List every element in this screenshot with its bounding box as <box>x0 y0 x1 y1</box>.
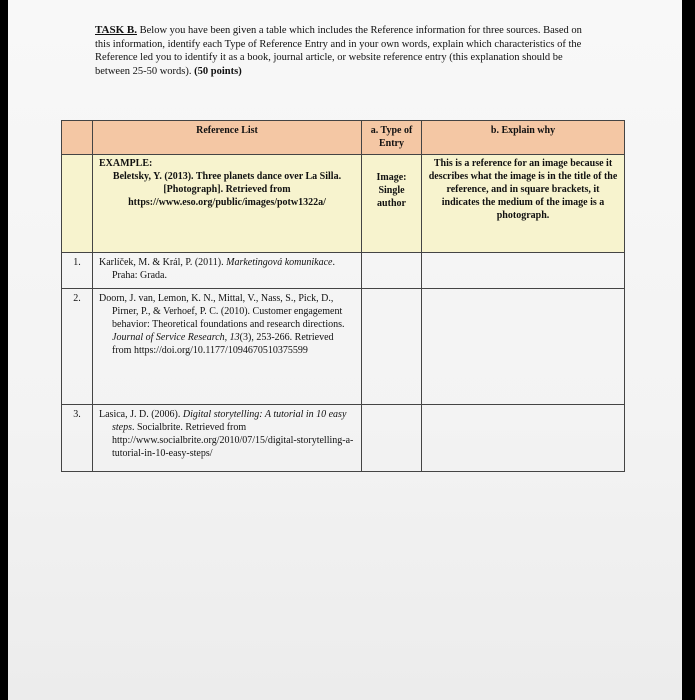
row-number: 3. <box>73 409 81 420</box>
example-reference: Beletsky, Y. (2013). Three planets dance over La Silla. [Photograph]. Retrieved from https://www.eso.org/public/images/potw1322a/ <box>112 171 342 208</box>
why-answer-cell[interactable] <box>422 405 625 472</box>
example-why: This is a reference for an image because it describes what the image is in the title of the reference, and in square brackets, it indicates the medium of the image is a photograph. <box>428 158 618 221</box>
reference-cell <box>93 253 362 289</box>
row-number-cell <box>62 289 93 405</box>
task-body: Below you have been given a table which includes the Reference information for three sources. Based on this information, identify each Type of Reference Entry and in your own words, explain which characteristics of the Reference led you to identify it as a book, journal article, or website reference entry (this explanation should be between 25-50 words). <box>95 25 582 77</box>
why-answer-cell[interactable] <box>422 289 625 405</box>
table-row <box>62 289 625 405</box>
reference-cell <box>93 289 362 405</box>
row-number-cell <box>62 253 93 289</box>
row-number-cell <box>62 405 93 472</box>
row-number: 1. <box>73 257 81 268</box>
reference-text-end: (3), 253-266. Retrieved from https://doi.org/10.1177/1094670510375599 <box>112 332 334 356</box>
reference-text-end: . Socialbrite. Retrieved from http://www.socialbrite.org/2010/07/15/digital-storytelling-a-tutorial-in-10-easy-steps/ <box>112 422 354 459</box>
task-instructions <box>95 24 595 78</box>
example-number-cell <box>62 155 93 253</box>
reference-title: Digital storytelling: A tutorial in 10 easy steps <box>112 409 347 433</box>
task-points: (50 points) <box>194 65 242 77</box>
why-answer-cell[interactable] <box>422 253 625 289</box>
example-row <box>62 155 625 253</box>
header-reference-list: Reference List <box>93 121 362 155</box>
header-explain-why: b. Explain why <box>422 121 625 155</box>
example-type-cell <box>362 155 422 253</box>
example-type: Image: Single author <box>376 172 407 209</box>
reference-cell <box>93 405 362 472</box>
row-number: 2. <box>73 293 81 304</box>
reference-table <box>61 120 625 472</box>
reference-title: Marketingová komunikace <box>226 257 333 268</box>
example-label: EXAMPLE: <box>99 158 153 169</box>
type-answer-cell[interactable] <box>362 405 422 472</box>
example-why-cell <box>422 155 625 253</box>
reference-title: Journal of Service Research, 13 <box>112 332 240 343</box>
type-answer-cell[interactable] <box>362 289 422 405</box>
header-number-cell <box>62 121 93 155</box>
table-row <box>62 253 625 289</box>
reference-text: Doorn, J. van, Lemon, K. N., Mittal, V., Nass, S., Pick, D., Pirner, P., & Verhoef, P. C. (2010). Customer engagement behavior: Theoretical foundations and research directions. <box>99 293 345 330</box>
example-reference-cell <box>93 155 362 253</box>
reference-text: Karlíček, M. & Král, P. (2011). <box>99 257 227 268</box>
type-answer-cell[interactable] <box>362 253 422 289</box>
table-header-row <box>62 121 625 155</box>
task-label: TASK B. <box>95 24 137 36</box>
header-type-of-entry: a. Type of Entry <box>362 121 422 155</box>
reference-text-end: . Praha: Grada. <box>112 257 335 281</box>
reference-text: Lasica, J. D. (2006). <box>99 409 183 420</box>
table-row <box>62 405 625 472</box>
